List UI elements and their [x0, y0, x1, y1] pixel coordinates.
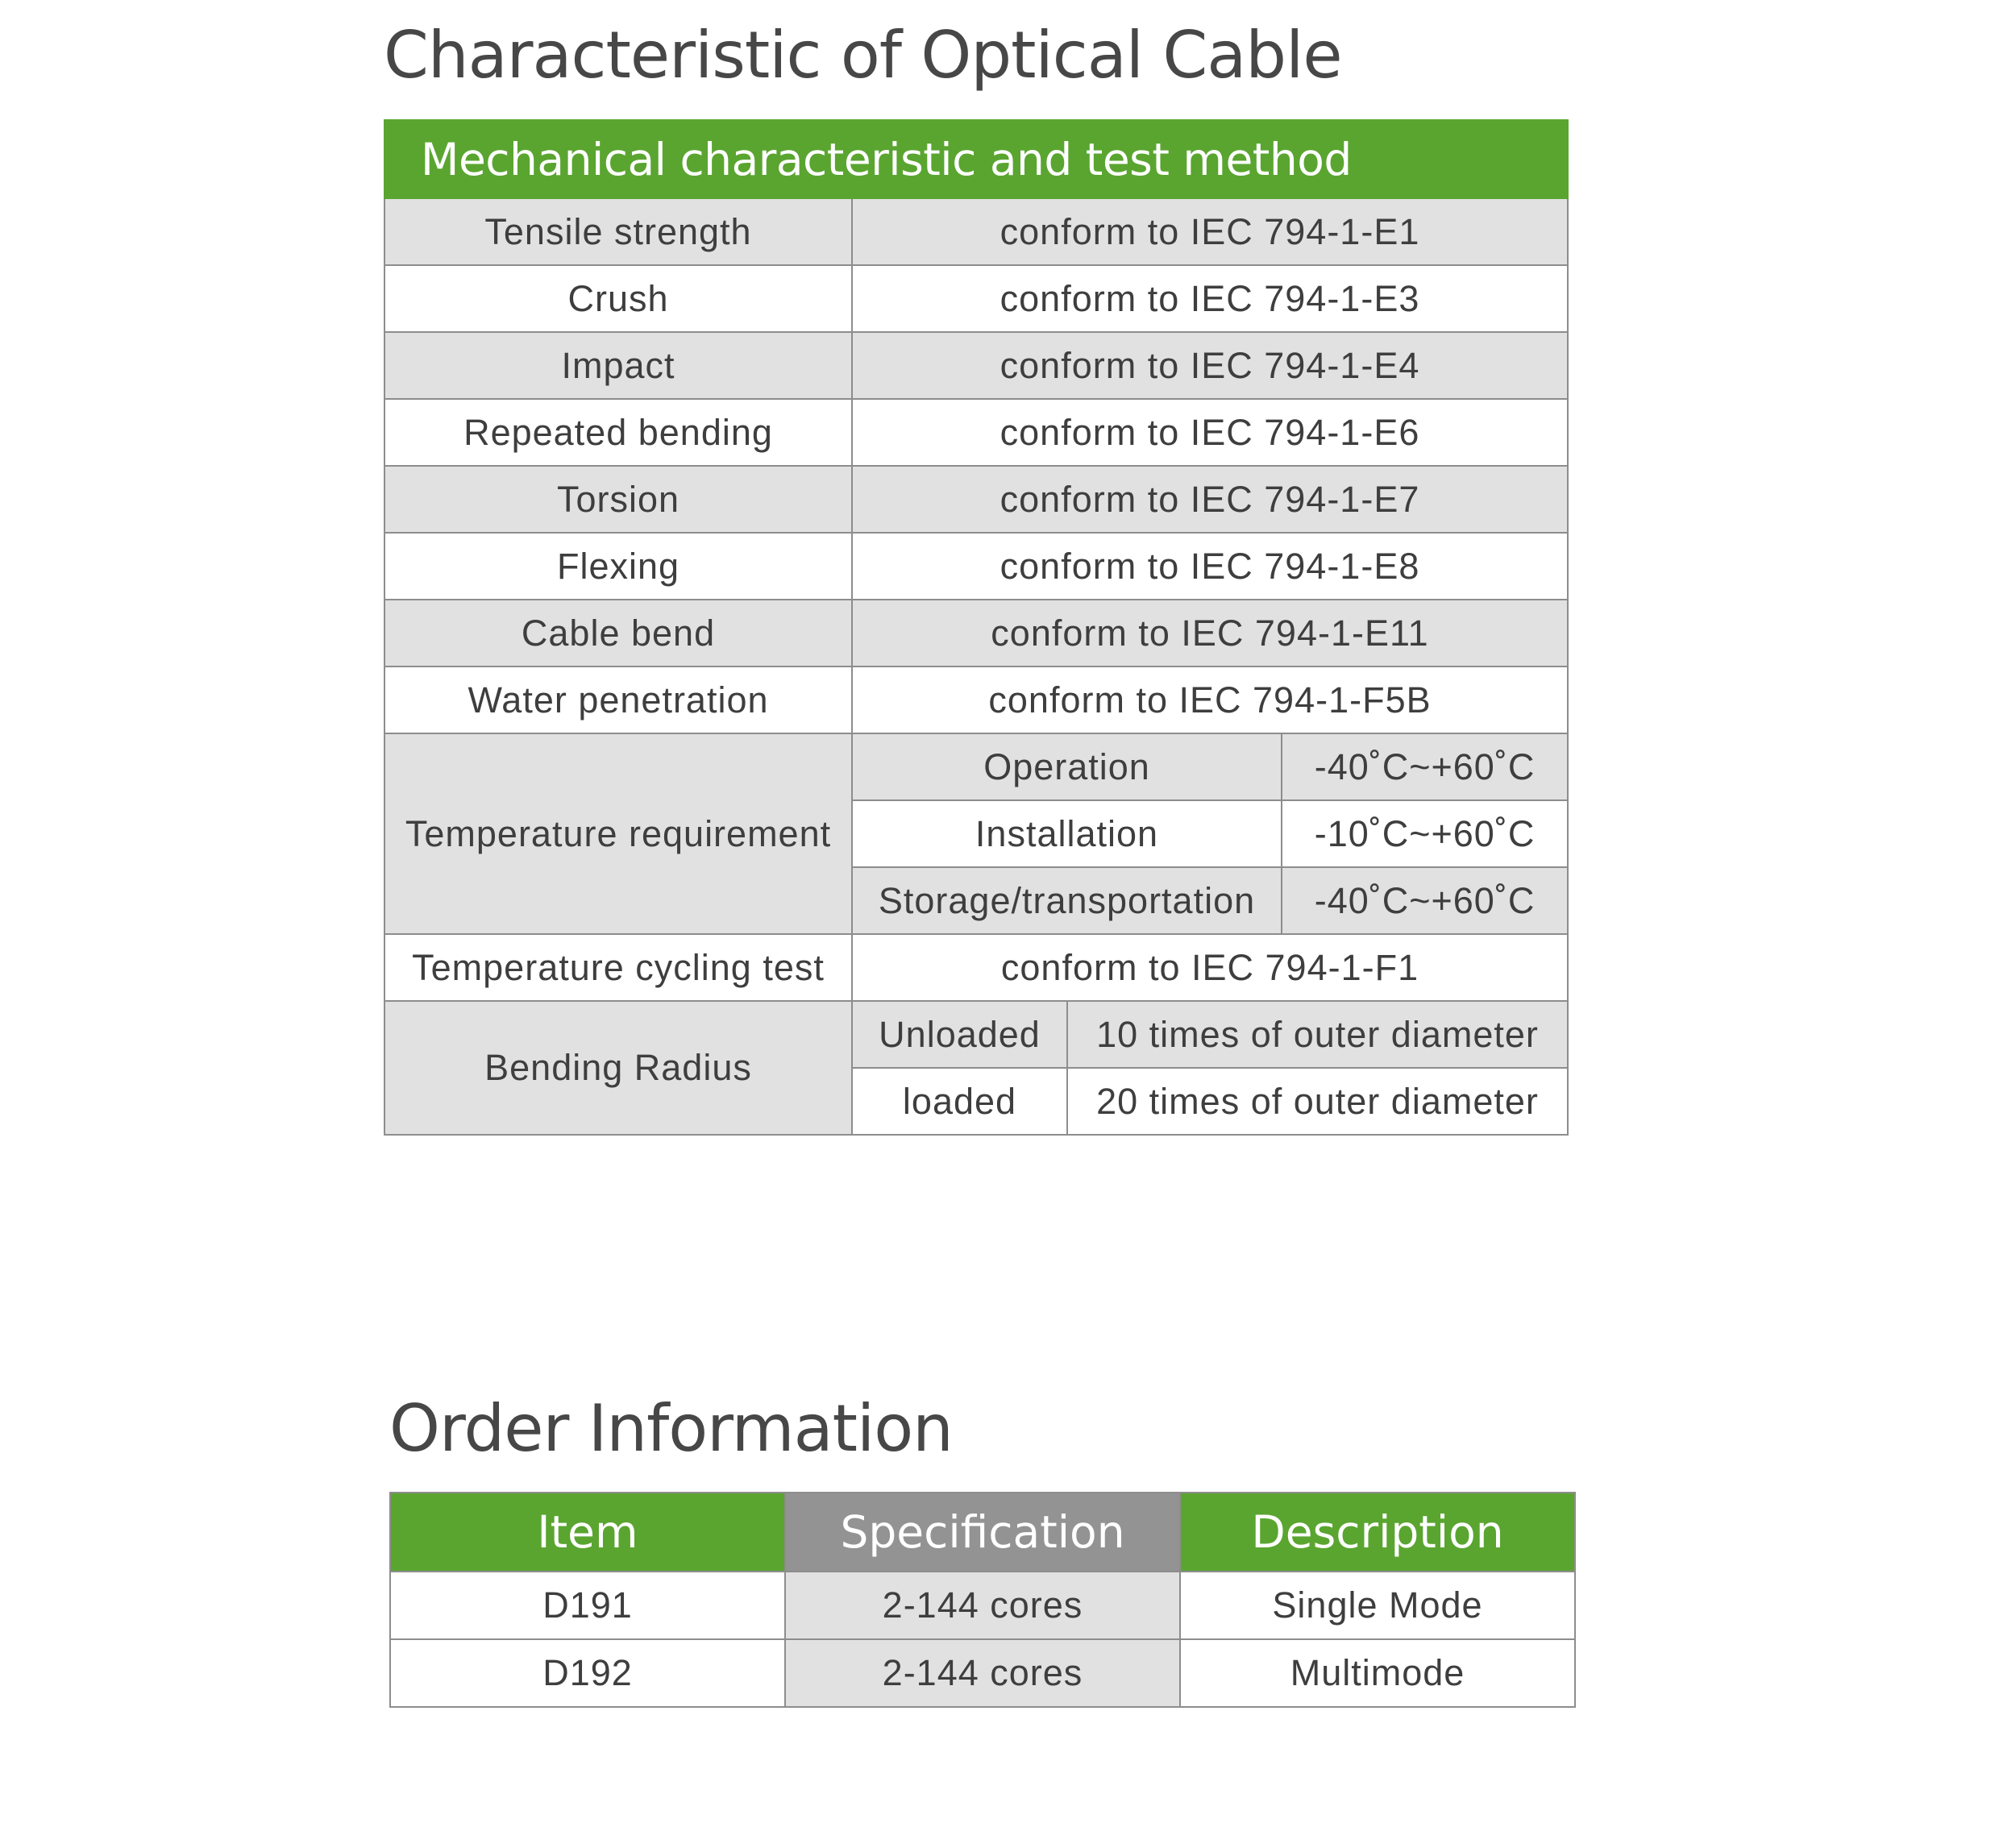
order-specification: 2-144 cores: [785, 1639, 1180, 1707]
row-value: conform to IEC 794-1-E4: [852, 332, 1568, 399]
row-label: Torsion: [384, 466, 852, 533]
row-value: conform to IEC 794-1-E8: [852, 533, 1568, 600]
bending-value: 20 times of outer diameter: [1067, 1068, 1568, 1135]
table-row: [384, 399, 1568, 466]
row-label: Crush: [384, 265, 852, 332]
table-row: [384, 1001, 1568, 1068]
row-label: Cable bend: [384, 600, 852, 667]
bending-value: 10 times of outer diameter: [1067, 1001, 1568, 1068]
temperature-condition: Storage/transportation: [852, 867, 1282, 934]
row-value: conform to IEC 794-1-E7: [852, 466, 1568, 533]
temperature-requirement-label: Temperature requirement: [384, 733, 852, 934]
order-information-title: Order Information: [389, 1391, 953, 1466]
temperature-condition: Installation: [852, 800, 1282, 867]
row-value: conform to IEC 794-1-E11: [852, 600, 1568, 667]
header-row: [390, 1493, 1575, 1572]
row-label: Impact: [384, 332, 852, 399]
table-row: [384, 466, 1568, 533]
row-label: Water penetration: [384, 667, 852, 733]
order-description: Single Mode: [1180, 1572, 1575, 1639]
temperature-range: -40˚C~+60˚C: [1282, 733, 1568, 800]
temperature-condition: Operation: [852, 733, 1282, 800]
table-row: [384, 600, 1568, 667]
column-header-specification: Specification: [785, 1493, 1180, 1572]
order-item: D191: [390, 1572, 785, 1639]
table-row: [384, 667, 1568, 733]
table-row: [384, 934, 1568, 1001]
characteristic-title: Characteristic of Optical Cable: [384, 18, 1342, 93]
row-label: Repeated bending: [384, 399, 852, 466]
mechanical-characteristics-table: [384, 119, 1569, 1136]
table-row: [384, 533, 1568, 600]
row-label: Tensile strength: [384, 198, 852, 265]
column-header-item: Item: [390, 1493, 785, 1572]
order-item: D192: [390, 1639, 785, 1707]
order-information-table: [389, 1492, 1576, 1708]
temperature-range: -40˚C~+60˚C: [1282, 867, 1568, 934]
table-row: [384, 265, 1568, 332]
row-label: Temperature cycling test: [384, 934, 852, 1001]
column-header-description: Description: [1180, 1493, 1575, 1572]
temperature-range: -10˚C~+60˚C: [1282, 800, 1568, 867]
order-description: Multimode: [1180, 1639, 1575, 1707]
bending-state: Unloaded: [852, 1001, 1067, 1068]
table-row: [384, 332, 1568, 399]
bending-radius-label: Bending Radius: [384, 1001, 852, 1135]
order-specification: 2-144 cores: [785, 1572, 1180, 1639]
row-value: conform to IEC 794-1-E1: [852, 198, 1568, 265]
row-label: Flexing: [384, 533, 852, 600]
row-value: conform to IEC 794-1-E3: [852, 265, 1568, 332]
table-row: [384, 198, 1568, 265]
table-row: [384, 733, 1568, 800]
table-header: Mechanical characteristic and test method: [384, 120, 1568, 198]
row-value: conform to IEC 794-1-E6: [852, 399, 1568, 466]
row-value: conform to IEC 794-1-F5B: [852, 667, 1568, 733]
table-row: [390, 1572, 1575, 1639]
row-value: conform to IEC 794-1-F1: [852, 934, 1568, 1001]
table-row: [390, 1639, 1575, 1707]
bending-state: loaded: [852, 1068, 1067, 1135]
